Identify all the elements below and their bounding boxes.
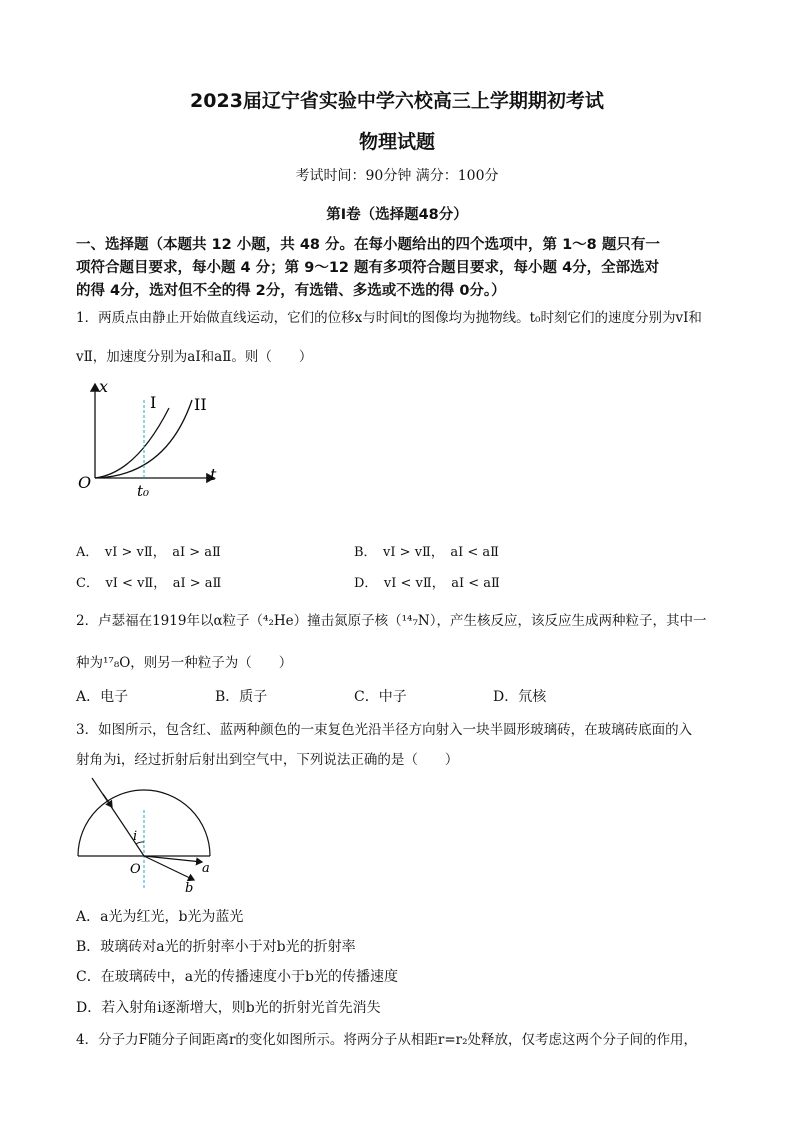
q3-option-d[interactable]: D．若入射角i逐渐增大，则b光的折射光首先消失 xyxy=(76,1000,381,1016)
q3-origin-label: O xyxy=(130,862,141,877)
q3-ray-b xyxy=(144,856,194,880)
q3-ray-b-label: b xyxy=(185,881,194,896)
q1-stem-line2: vⅡ，加速度分别为aⅠ和aⅡ。则（ ） xyxy=(76,349,313,365)
q1-xt-graph xyxy=(74,378,234,503)
section-instruction-line1: 一、选择题（本题共 12 小题，共 48 分。在每小题给出的四个选项中，第 1～8 题只有一 xyxy=(76,237,660,253)
q3-option-c[interactable]: C．在玻璃砖中，a光的传播速度小于b光的传播速度 xyxy=(76,969,399,985)
q3-semicircle-glass-figure xyxy=(74,776,224,896)
q2-option-a[interactable]: A．电子 xyxy=(76,689,129,705)
q3-angle-label: i xyxy=(133,829,138,844)
q3-ray-a xyxy=(144,856,202,862)
q3-option-b[interactable]: B．玻璃砖对a光的折射率小于对b光的折射率 xyxy=(76,939,356,955)
q1-stem-line1: 1．两质点由静止开始做直线运动，它们的位移x与时间t的图像均为抛物线。t₀时刻它们的速度分别为vⅠ和 xyxy=(76,310,702,326)
q4-stem-line1: 4．分子力F随分子间距离r的变化如图所示。将两分子从相距r=r₂处释放，仅考虑这两个分子间的作用， xyxy=(76,1032,698,1048)
q3-angle-arc xyxy=(136,842,144,844)
q2-option-c[interactable]: C．中子 xyxy=(354,689,407,705)
q2-stem-line1: 2．卢瑟福在1919年以α粒子（⁴₂He）撞击氮原子核（¹⁴₇N），产生核反应，该反应生成两种粒子，其中一 xyxy=(76,613,707,629)
q1-option-c[interactable]: C． vⅠ < vⅡ， aⅠ > aⅡ xyxy=(76,576,222,591)
exam-title: 2023届辽宁省实验中学六校高三上学期期初考试 xyxy=(190,90,604,112)
q3-option-a[interactable]: A．a光为红光，b光为蓝光 xyxy=(76,909,244,925)
q1-option-b[interactable]: B． vⅠ > vⅡ， aⅠ < aⅡ xyxy=(354,545,499,560)
q1-y-label: x xyxy=(99,378,109,396)
q1-origin-label: O xyxy=(78,473,92,492)
q3-stem-line1: 3．如图所示，包含红、蓝两种颜色的一束复色光沿半径方向射入一块半圆形玻璃砖，在玻璃砖底面的入 xyxy=(76,722,693,738)
section-title: 第Ⅰ卷（选择题48分） xyxy=(326,207,468,223)
exam-info: 考试时间：90分钟 满分：100分 xyxy=(295,168,499,184)
q1-option-a[interactable]: A． vⅠ > vⅡ， aⅠ > aⅡ xyxy=(76,545,221,560)
q3-ray-a-label: a xyxy=(202,861,210,876)
q1-curve-1-label: I xyxy=(150,393,157,412)
q2-stem-line2: 种为¹⁷₈O，则另一种粒子为（ ） xyxy=(76,655,293,671)
q1-x-label: t xyxy=(210,465,217,484)
q1-curve-2-label: II xyxy=(194,395,207,414)
q2-option-b[interactable]: B．质子 xyxy=(215,689,268,705)
subject-title: 物理试题 xyxy=(358,131,435,153)
q2-option-d[interactable]: D．氘核 xyxy=(493,689,547,705)
q1-t0-label: t₀ xyxy=(137,482,150,500)
q1-option-d[interactable]: D． vⅠ < vⅡ， aⅠ < aⅡ xyxy=(354,576,500,591)
q3-stem-line2: 射角为i，经过折射后射出到空气中，下列说法正确的是（ ） xyxy=(76,752,459,768)
q3-incident-arrow xyxy=(103,794,112,807)
section-instruction-line3: 的得 4分，选对但不全的得 2分，有选错、多选或不选的得 0分。） xyxy=(76,283,506,299)
q1-curve-1 xyxy=(95,408,169,478)
section-instruction-line2: 项符合题目要求，每小题 4 分；第 9～12 题有多项符合题目要求，每小题 4分，全部选对 xyxy=(76,260,660,276)
